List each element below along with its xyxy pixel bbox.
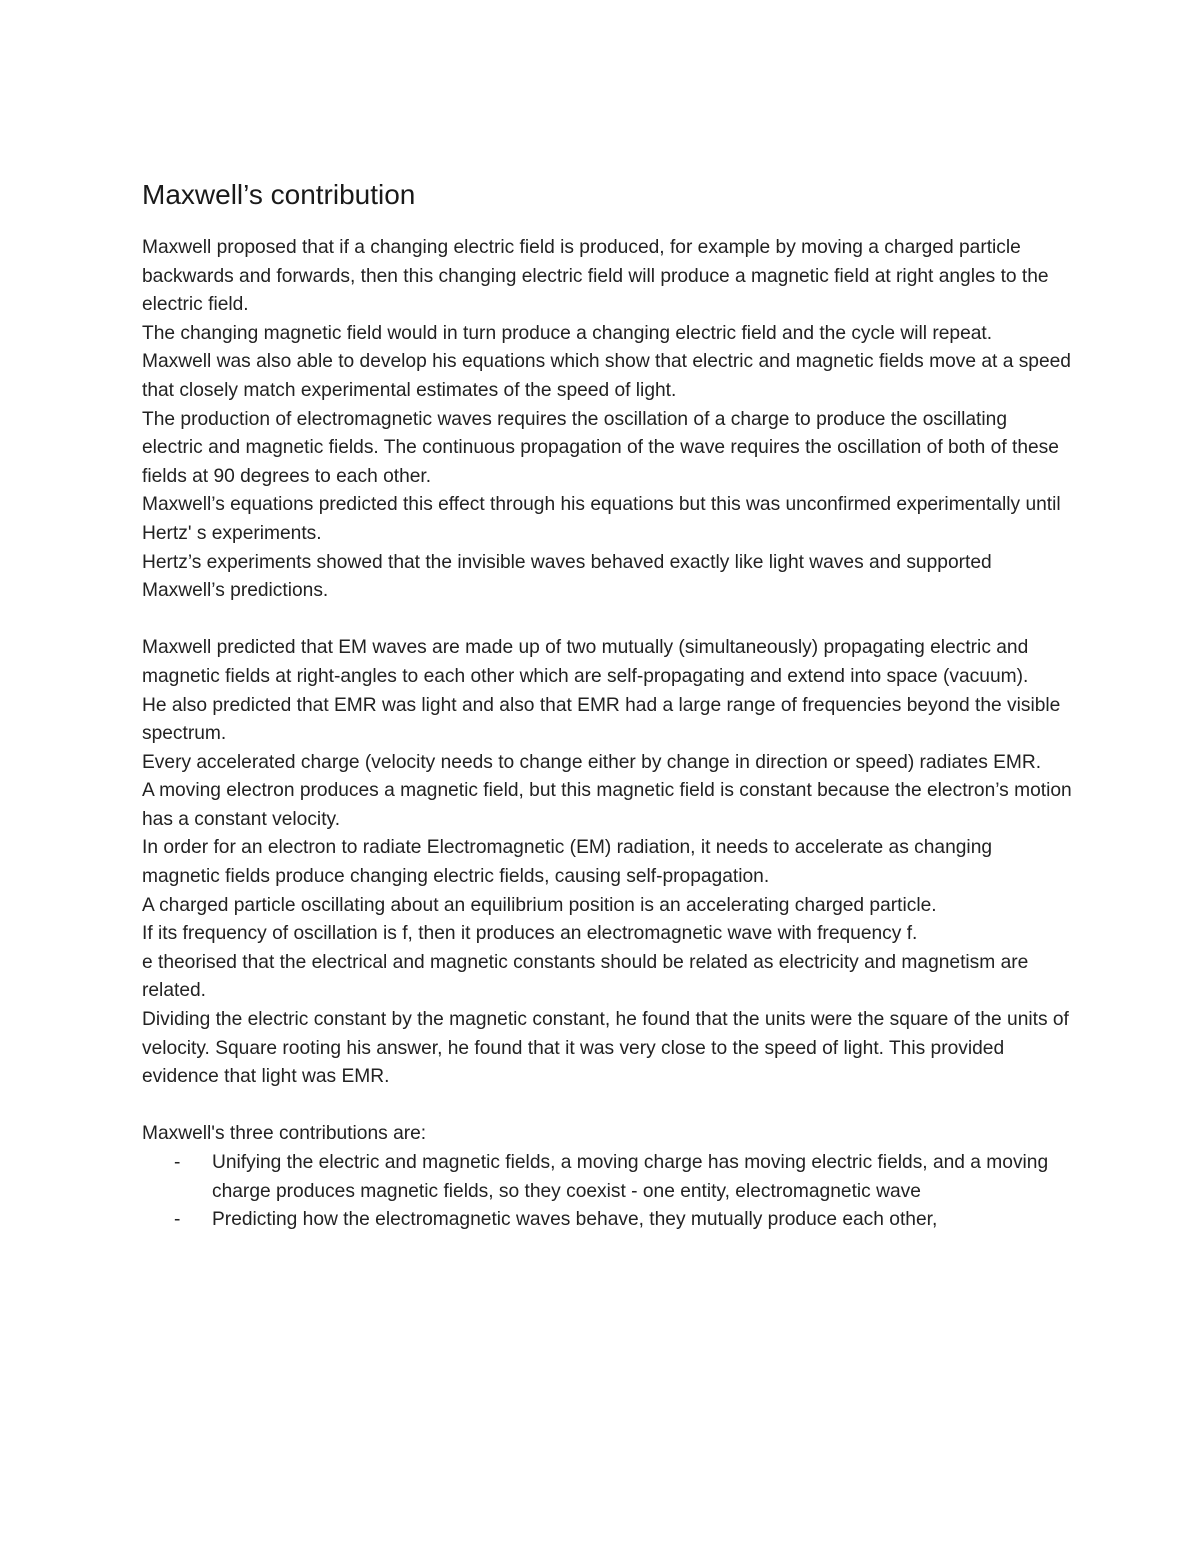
paragraph: e theorised that the electrical and magnetic constants should be related as electricity and magnetism are related. — [142, 951, 1029, 1002]
list-item — [142, 1149, 1072, 1206]
blank-line — [142, 1092, 1072, 1121]
paragraph: A moving electron produces a magnetic field, but this magnetic field is constant because the electron’s motion has a constant velocity. — [142, 780, 1072, 830]
list-item — [142, 1206, 1072, 1235]
paragraph: The production of electromagnetic waves requires the oscillation of a charge to produce the oscillating electric and magnetic fields. The continuous propagation of the wave requires the oscillation of both of these fields at 90 degrees to each other. — [142, 408, 1059, 487]
paragraph: Every accelerated charge (velocity needs to change either by change in direction or speed) radiates EMR. — [142, 751, 1042, 773]
blank-line — [142, 606, 1072, 635]
list-item-text: Unifying the electric and magnetic fields, a moving charge has moving electric fields, and a moving charge produces magnetic fields, so they coexist - one entity, electromagnetic wave — [212, 1152, 1049, 1202]
bullet-marker: - — [174, 1209, 181, 1231]
bullet-marker: - — [174, 1152, 181, 1173]
paragraph: Maxwell predicted that EM waves are made up of two mutually (simultaneously) propagating electric and magnetic fields at right-angles to each other which are self-propagating and extend into space (vacuum). — [142, 637, 1029, 687]
document-title: Maxwell’s contribution — [142, 179, 416, 210]
paragraph: Maxwell was also able to develop his equations which show that electric and magnetic fields move at a speed that closely match experimental estimates of the speed of light. — [142, 351, 1071, 401]
contributions-intro: Maxwell's three contributions are: — [142, 1123, 427, 1145]
paragraph: He also predicted that EMR was light and also that EMR had a large range of frequencies beyond the visible spectrum. — [142, 694, 1061, 745]
document-body — [142, 176, 1072, 1235]
paragraph: The changing magnetic field would in turn produce a changing electric field and the cycle will repeat. — [142, 322, 993, 344]
list-item-text: Predicting how the electromagnetic waves behave, they mutually produce each other, — [212, 1209, 938, 1231]
paragraph: Maxwell proposed that if a changing electric field is produced, for example by moving a charged particle backwards and forwards, then this changing electric field will produce a magnetic field at right angles to the electric field. — [142, 237, 1049, 316]
paragraph: In order for an electron to radiate Electromagnetic (EM) radiation, it needs to accelerate as changing magnetic fields produce changing electric fields, causing self-propagation. — [142, 837, 993, 888]
contributions-list — [142, 1149, 1072, 1235]
paragraph: If its frequency of oscillation is f, then it produces an electromagnetic wave with frequency f. — [142, 923, 918, 945]
paragraph: Dividing the electric constant by the magnetic constant, he found that the units were the square of the units of velocity. Square rooting his answer, he found that it was very close to the speed of light. This provided evidence that light was EMR. — [142, 1009, 1069, 1088]
paragraph: Maxwell’s equations predicted this effect through his equations but this was unconfirmed experimentally until Hertz' s experiments. — [142, 494, 1061, 544]
paragraph: A charged particle oscillating about an equilibrium position is an accelerating charged particle. — [142, 894, 937, 916]
paragraph: Hertz’s experiments showed that the invisible waves behaved exactly like light waves and supported Maxwell’s predictions. — [142, 551, 992, 602]
